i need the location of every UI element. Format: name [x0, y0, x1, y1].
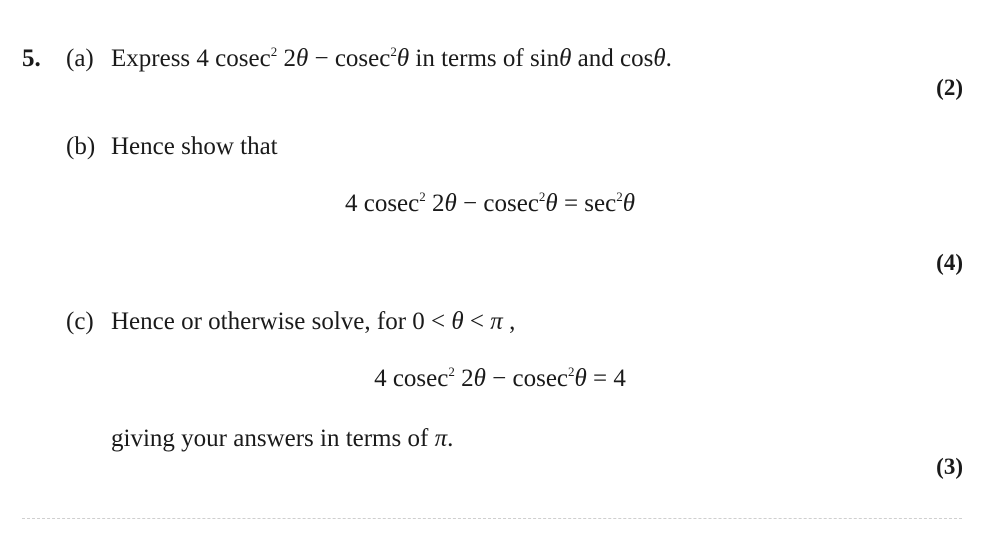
part-a-text: Express 4 cosec$^2$ 2θ − cosec$^2$θ in terms of sinθ and cosθ.: [111, 44, 672, 72]
question-number: 5.: [22, 45, 41, 72]
part-c-footer: giving your answers in terms of π.: [111, 425, 454, 452]
part-b-label: (b): [66, 133, 96, 160]
part-b-equation: 4 cosec$^2$ $2\theta - cosec^2\theta = \sec^2\theta$: [344, 189, 636, 217]
part-a-marks: (2): [936, 75, 963, 100]
section-divider: [22, 518, 962, 519]
part-c-text: Hence or otherwise solve, for 0 < θ < π ,: [111, 308, 516, 335]
part-a-label: (a): [66, 45, 94, 72]
part-b-marks: (4): [936, 250, 963, 275]
part-c-marks: (3): [936, 454, 963, 479]
part-b-text: Hence show that: [111, 133, 278, 160]
part-c-equation: 4 cosec$^2$ 2θ − cosec$^2$θ = 4: [374, 364, 626, 392]
part-c-label: (c): [66, 308, 94, 335]
